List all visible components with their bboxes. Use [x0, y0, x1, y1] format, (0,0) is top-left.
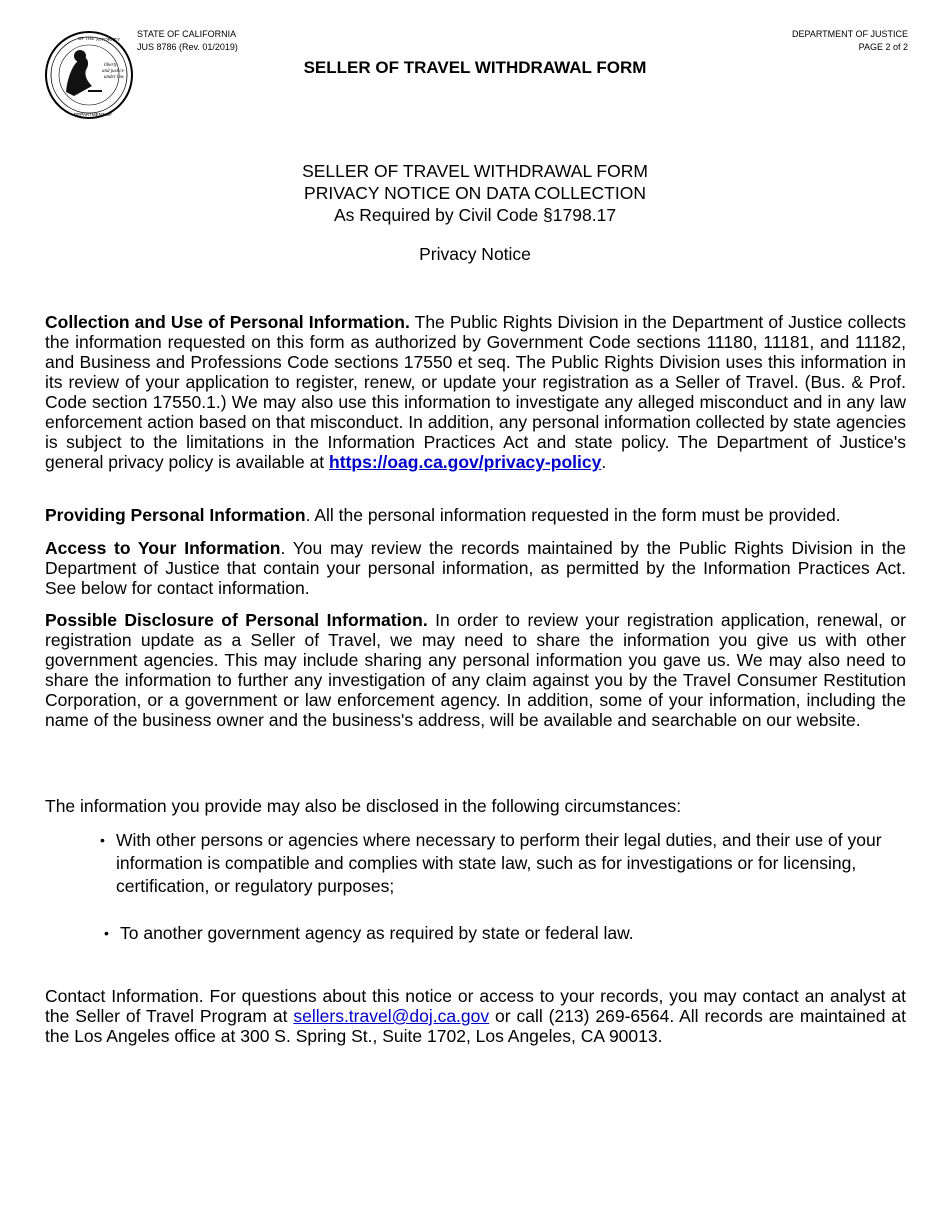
collection-body: The Public Rights Division in the Department of Justice collects the information requested on this form as authorized by Government Code sections 11180, 11181, and 11182, and Business and Professions Code sections 17550 et seq. The Public Rights Division uses this information in its review of your application to register, renew, or update your registration as a Seller of Travel. (Bus. & Prof. Code section 17550.1.) We may also use this information to investigate any alleged misconduct and in any law enforcement action based on that misconduct. In addition, any personal information collected by state agencies is subject to the limitations in the Information Practices Act and state policy. The Department of Justice's general privacy policy is available at	[45, 312, 906, 472]
access-body: . You may review the records maintained by the Public Rights Division in the Department of Justice that contain your personal information, as permitted by the Information Practices Act. See below for contact information.	[45, 538, 906, 598]
form-title: SELLER OF TRAVEL WITHDRAWAL FORM	[303, 58, 647, 77]
privacy-policy-link[interactable]: https://oag.ca.gov/privacy-policy	[329, 452, 602, 472]
contact-after: or call (213) 269-6564. All records are maintained at the Los Angeles office at 300 S. Spring St., Suite 1702, Los Angeles, CA 90013.	[45, 1006, 906, 1046]
page-number: PAGE 2 of 2	[858, 42, 908, 52]
contact-paragraph	[45, 986, 906, 1046]
contact-email-link[interactable]: sellers.travel@doj.ca.gov	[293, 1006, 490, 1026]
svg-text:and justice: and justice	[102, 69, 124, 74]
disclosure-paragraph	[45, 610, 906, 730]
bullet-text-2: To another government agency as required by state or federal law.	[120, 923, 634, 943]
svg-text:OF THE: OF THE	[78, 36, 95, 41]
svg-text:DEPARTMENT OF: DEPARTMENT OF	[74, 112, 113, 117]
providing-heading: Providing Personal Information	[45, 505, 306, 525]
collection-heading: Collection and Use of Personal Information.	[45, 312, 410, 332]
bullet-icon: •	[100, 832, 105, 848]
list-item	[104, 922, 920, 945]
svg-text:under law: under law	[104, 75, 125, 80]
notice-title-block	[0, 160, 950, 226]
contact-before: Contact Information. For questions about this notice or access to your records, you may contact an analyst at the Seller of Travel Program at	[45, 986, 906, 1026]
notice-line-3: As Required by Civil Code §1798.17	[333, 205, 617, 225]
access-heading: Access to Your Information	[45, 538, 281, 558]
notice-line-2: PRIVACY NOTICE ON DATA COLLECTION	[304, 183, 646, 203]
list-item	[100, 829, 916, 898]
collection-paragraph	[45, 312, 906, 472]
bullet-text-1: With other persons or agencies where necessary to perform their legal duties, and their use of your information is compatible and complies with state law, such as for investigations or for licensing, certification, or regulatory purposes;	[116, 830, 882, 896]
disclosure-heading: Possible Disclosure of Personal Information.	[45, 610, 428, 630]
providing-paragraph	[45, 505, 906, 525]
department-label: DEPARTMENT OF JUSTICE	[791, 29, 908, 39]
privacy-notice-subtitle: Privacy Notice	[419, 244, 531, 264]
access-paragraph	[45, 538, 906, 598]
svg-text:ATTORNEY: ATTORNEY	[96, 37, 121, 42]
notice-line-1: SELLER OF TRAVEL WITHDRAWAL FORM	[302, 161, 648, 181]
circumstances-intro: The information you provide may also be disclosed in the following circumstances:	[45, 796, 682, 816]
header-right	[792, 28, 908, 54]
disclosure-body: In order to review your registration application, renewal, or registration update as a Seller of Travel, we may need to share the information you give us with other government agencies. This may include sharing any personal information you gave us. We may also need to share the information to further any investigation of any claim against you by the Travel Consumer Restitution Corporation, or a government or law enforcement agency. In addition, some of your information, including the name of the business owner and the business's address, will be available and searchable on our website.	[45, 610, 906, 730]
form-id: JUS 8786 (Rev. 01/2019)	[137, 42, 238, 52]
bullet-icon: •	[104, 925, 109, 941]
state-label: STATE OF CALIFORNIA	[137, 29, 237, 39]
svg-text:liberty: liberty	[104, 63, 118, 68]
collection-end: .	[601, 452, 607, 472]
header-left	[137, 28, 238, 54]
providing-body: . All the personal information requested in the form must be provided.	[305, 505, 841, 525]
